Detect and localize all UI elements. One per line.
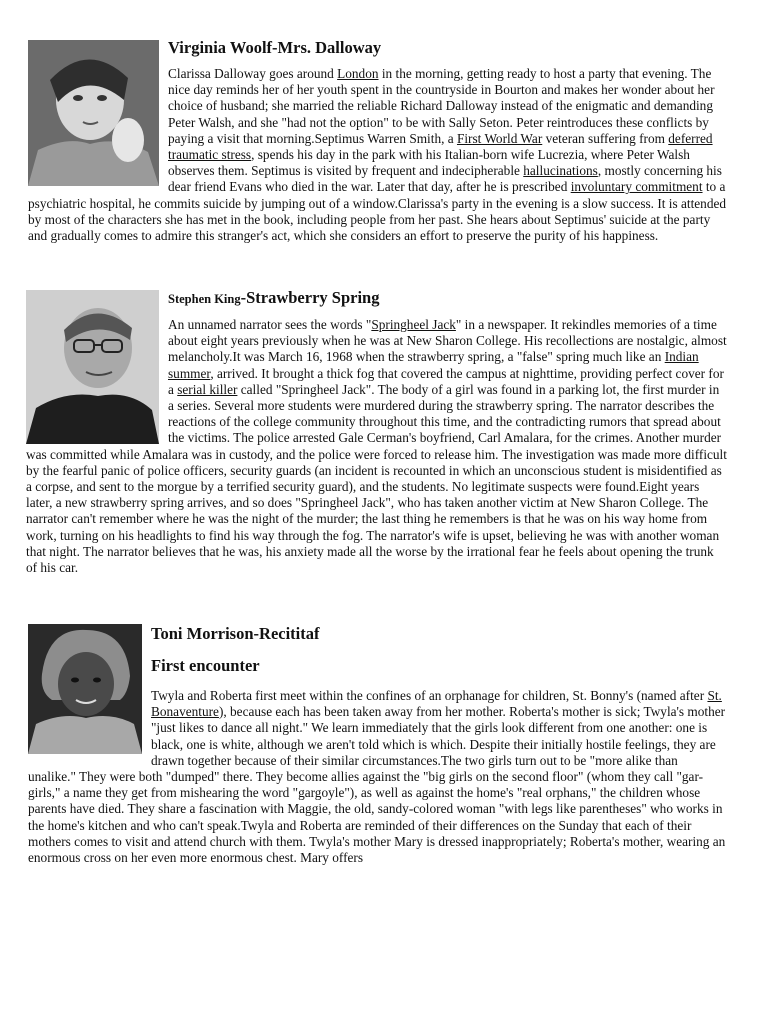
body-text: ), because each has been taken away from her mother. Roberta's mother is sick; Twyla's mother "just likes to dance all night." We learn immediately that the girls look different from one another: one is black, one is white, although we aren't told which is which. Despite their initially hostile feelings, they are drawn together because of their similar circumstances.The two girls turn out to be "more alike than unalike." They were both "dumped" there. They become allies against the "big girls on the second floor" (whom they call "gar-girls," a name they get from mishearing the word "gargoyle"), as well as against the home's "real orphans," the children whose parents have died. They share a fascination with Maggie, the old, sandy-colored woman "with legs like parentheses" who works in the home's kitchen and who can't speak.Twyla and Roberta are reminded of their differences on the Sunday that each of their mothers comes to visit and attend church with them. Twyla's mother Mary is dressed inappropriately; Roberta's mother, wearing an enormous cross on her even more enormous chest. Mary offers [28,704,726,866]
section-king [26,290,728,576]
body-text: , arrived. It brought a thick fog that covered the campus at nighttime, providing perfect cover for a [168,365,724,397]
body-text: in the morning, getting ready to host a party that evening. The nice day reminds her of her youth spent in the countryside in Bourton and makes her wonder about her choice of husband; she married the reliable Richard Dalloway instead of the enigmatic and demanding Peter Walsh, and she "had not the option" to be with Sally Seton. Peter reintroduces these conflicts by paying a visit that morning.Septimus Warren Smith, a [168,66,715,146]
body-text: veteran suffering from [542,130,669,146]
section-woolf [28,40,728,244]
link-st-bonaventure[interactable]: St. Bonaventure [151,688,722,720]
link-first-world-war[interactable]: First World War [456,130,543,146]
link-serial-killer[interactable]: serial killer [177,381,238,397]
heading-title: -Strawberry Spring [240,288,380,307]
link-involuntary-commitment[interactable]: involuntary commitment [570,179,703,195]
body-text: , mostly concerning his dear friend Evans who died in the war. Later that day, after he is prescribed [168,163,722,195]
link-london[interactable]: London [337,66,379,81]
stephen-king-portrait-icon [26,290,159,444]
link-hallucinations[interactable]: hallucinations [523,163,598,179]
body-text: An unnamed narrator sees the words " [168,317,372,332]
body-text: to a psychiatric hospital, he commits suicide by jumping out of a window.Clarissa's party in the evening is a slow success. It is attended by most of the characters she has met in the book, including people from her past. She hears about Septimus' suicide at the party and gradually comes to admire this stranger's act, which she considers an effort to preserve the purity of his happiness. [28,179,727,244]
section-heading: Virginia Woolf-Mrs. Dalloway [168,38,382,57]
link-deferred-traumatic-stress[interactable]: deferred traumatic stress [168,130,713,163]
link-indian-summer[interactable]: Indian summer [168,349,699,381]
toni-morrison-portrait-icon [28,624,142,754]
section-subheading: First encounter [151,656,260,675]
body-text: Clarissa Dalloway goes around [168,66,338,81]
section-heading: Toni Morrison-Recititaf [151,624,320,643]
body-text: called "Springheel Jack". The body of a girl was found in a parking lot, the first murder in a series. Several more students were murdered during the strawberry spring. The narrator describes the reactions of the college community throughout this time, and the contradicting rumors that spread about the victims. The police arrested Gale Cerman's boyfriend, Carl Amalara, for the crimes. Another murder was committed while Amalara was in custody, and the police were forced to release him. The investigation was made more difficult by the fearful panic of police officers, security guards (an incident is recounted in which an unconscious student is misidentified as a corpse, and sent to the morgue by a terrified security guard), and the students. No legitimate suspects were found.Eight years later, a new strawberry spring arrives, and so does "Springheel Jack", who has taken another victim at New Sharon College. The narrator can't remember where he was the night of the murder; the last thing he remembers is that he was on his way home from work, turning on his headlights to find his way through the fog. The narrator's wife is upset, believing he was with another woman that night. The narrator believes that he was, his anxiety made all the worse by the irrational fear he feels about opening the trunk of his car. [26,381,727,576]
body-text: , spends his day in the park with his Italian-born wife Lucrezia, where Peter Walsh observes them. Septimus is visited by frequent and indecipherable [168,147,690,179]
link-springheel-jack[interactable]: Springheel Jack [371,317,456,332]
body-text: " in a newspaper. It rekindles memories of a time about eight years previously when he was at New Sharon College. His recollections are nostalgic, almost melancholy.It was March 16, 1968 when the strawberry spring, a "false" spring much like an [168,317,727,365]
body-text: Twyla and Roberta first meet within the confines of an orphanage for children, St. Bonny's (named after [151,688,708,703]
section-morrison [28,624,728,866]
virginia-woolf-portrait-icon [28,40,159,186]
heading-author: Stephen King [168,292,241,306]
